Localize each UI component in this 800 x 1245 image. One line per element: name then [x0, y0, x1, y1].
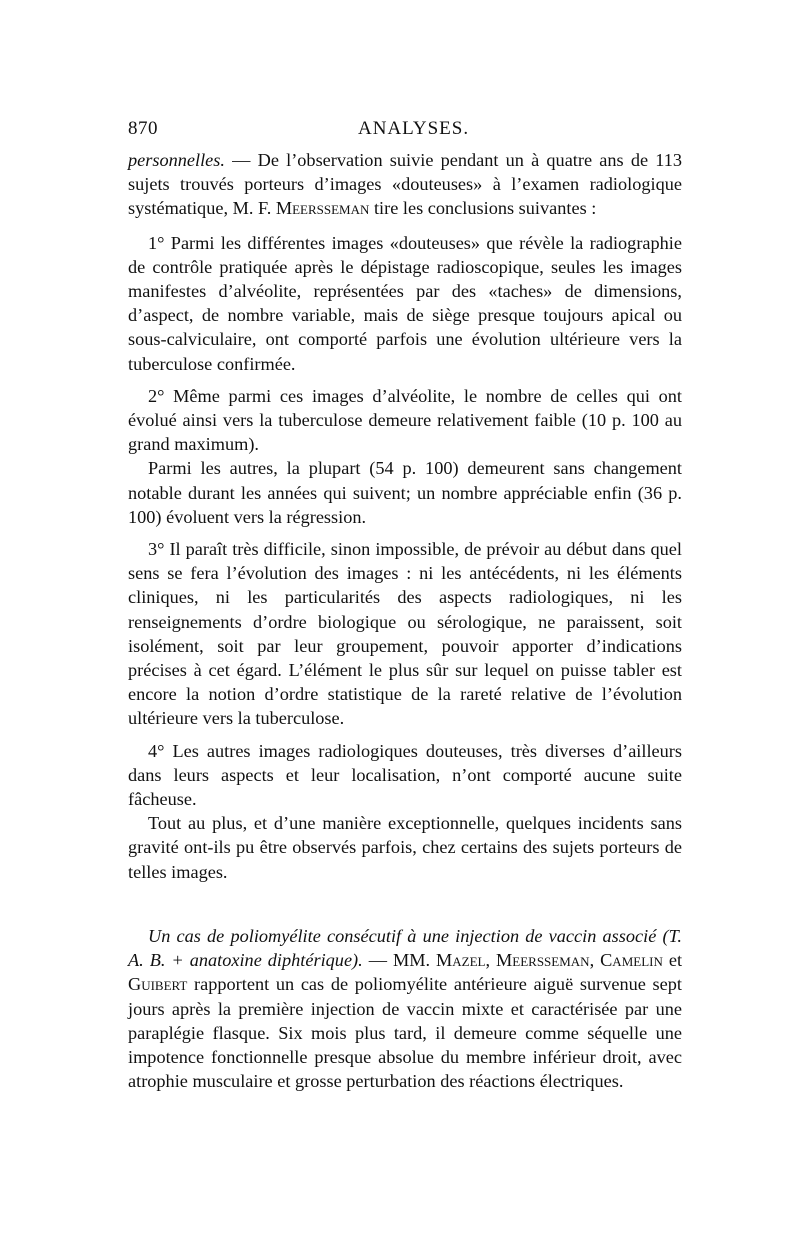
article-body: rapportent un cas de poliomyélite antérieure aiguë survenue sept jours après la première injection de vaccin mixte et caractérisée par une paraplégie flasque. Six mois plus tard, il demeure comme séquelle une impotence fonctionnelle presque absolue du membre inférieur droit, avec atrophie musculaire et grosse perturbation des réactions électriques. [128, 974, 682, 1092]
article-author-1: Mazel [436, 950, 486, 971]
article-author-2: Meersseman [496, 950, 590, 971]
running-title: ANALYSES. [358, 118, 470, 139]
conclusion-1: 1° Parmi les différentes images «douteuses» que révèle la radiographie de contrôle pratiquée après le dépistage radioscopique, seules les images manifestes d’alvéolite, représentées par des «taches» de dimensions, d’aspect, de nombre variable, mais de siège presque toujours apical ou sous-calviculaire, ont comporté parfois une évolution ultérieure vers la tuberculose confirmée. [128, 232, 682, 374]
article-dash: — MM. [362, 950, 436, 971]
intro-author: Meersseman [275, 198, 370, 219]
conclusion-4: 4° Les autres images radiologiques douteuses, très diverses d’ailleurs dans leurs aspects et leur localisation, n’ont comporté aucune suite fâcheuse. [128, 740, 682, 810]
article-sep-3: et [662, 950, 683, 971]
intro-lead-word: personnelles. [128, 150, 225, 170]
article-sep-2: , [589, 950, 601, 971]
document-page [128, 118, 682, 1093]
article-author-3: Camelin [600, 950, 663, 971]
article-title: Un cas de poliomyélite consécutif à une injection de vaccin associé (T. A. B. + anatoxine diphtérique). [128, 925, 682, 971]
conclusion-2-continued: Parmi les autres, la plupart (54 p. 100) demeurent sans changement notable durant les années qui suivent; un nombre appréciable enfin (36 p. 100) évoluent vers la régression. [128, 458, 682, 527]
intro-text-1: De l’observation suivie pendant un à quatre ans de 113 sujets trouvés porteurs d’images «douteuses» à l’examen radiologique systématique, M. F. [128, 150, 682, 219]
article-abstract [128, 924, 682, 1093]
page-number: 870 [128, 118, 158, 139]
page-header [128, 118, 682, 148]
conclusion-3: 3° Il paraît très difficile, sinon impossible, de prévoir au début dans quel sens se fera l’évolution des images : ni les antécédents, ni les éléments cliniques, ni les particularités des aspects radiologiques, ni les renseignements d’ordre biologique ou sérologique, ne paraissent, soit isolément, soit par leur groupement, pouvoir apporter d’indications précises à cet égard. L’élément le plus sûr sur lequel on puisse tabler est encore la notion d’ordre statistique de la rareté relative de l’évolution ultérieure vers la tuberculose. [128, 539, 682, 729]
intro-dash: — [224, 150, 258, 170]
article-author-4: Guibert [128, 974, 188, 995]
intro-paragraph [128, 148, 682, 221]
article-sep-1: , [485, 950, 497, 971]
conclusion-2: 2° Même parmi ces images d’alvéolite, le nombre de celles qui ont évolué ainsi vers la tuberculose demeure relativement faible (10 p. 100 au grand maximum). [128, 385, 682, 455]
conclusion-4-continued: Tout au plus, et d’une manière exceptionnelle, quelques incidents sans gravité ont-ils pu être observés parfois, chez certains des sujets porteurs de telles images. [128, 813, 682, 882]
intro-text-2: tire les conclusions suivantes : [369, 198, 597, 219]
